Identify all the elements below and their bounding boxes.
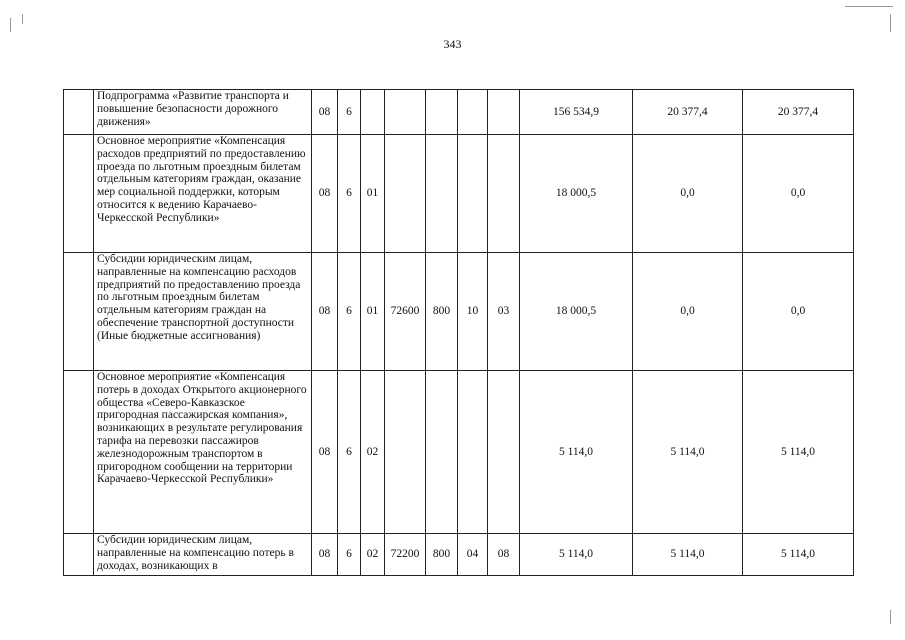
row-name: Основное мероприятие «Компенсация расходов предприятий по предоставлению проезда по льготным проездным билетам отдельным категориям граждан, оказание мер социальной поддержки, которым относится к ведению Карачаево-Черкесской Республики» (94, 135, 312, 253)
budget-table (63, 89, 854, 576)
code-cell (361, 90, 385, 135)
code-cell: 72200 (385, 534, 426, 576)
code-cell: 800 (426, 534, 458, 576)
code-cell: 08 (312, 90, 338, 135)
table-row (64, 371, 854, 534)
code-cell: 6 (338, 90, 361, 135)
code-cell (385, 90, 426, 135)
value-cell: 5 114,0 (633, 534, 743, 576)
code-cell: 08 (312, 534, 338, 576)
code-cell: 01 (361, 253, 385, 371)
code-cell: 08 (488, 534, 520, 576)
value-cell: 5 114,0 (743, 371, 854, 534)
value-cell: 0,0 (743, 135, 854, 253)
value-cell: 0,0 (633, 135, 743, 253)
value-cell: 156 534,9 (520, 90, 633, 135)
code-cell: 6 (338, 253, 361, 371)
row-marker-cell (64, 371, 94, 534)
table-row (64, 90, 854, 135)
scan-edge-mark (10, 18, 11, 32)
code-cell: 08 (312, 253, 338, 371)
row-marker-cell (64, 90, 94, 135)
table-row (64, 135, 854, 253)
code-cell: 6 (338, 135, 361, 253)
value-cell: 0,0 (743, 253, 854, 371)
value-cell: 5 114,0 (520, 371, 633, 534)
table-row (64, 534, 854, 576)
scan-edge-mark (890, 610, 891, 624)
code-cell (488, 90, 520, 135)
value-cell: 18 000,5 (520, 135, 633, 253)
value-cell: 20 377,4 (743, 90, 854, 135)
code-cell (458, 371, 488, 534)
code-cell (488, 371, 520, 534)
code-cell: 800 (426, 253, 458, 371)
code-cell (426, 90, 458, 135)
code-cell: 10 (458, 253, 488, 371)
code-cell (385, 135, 426, 253)
value-cell: 5 114,0 (743, 534, 854, 576)
code-cell (488, 135, 520, 253)
row-marker-cell (64, 534, 94, 576)
code-cell: 72600 (385, 253, 426, 371)
row-name: Основное мероприятие «Компенсация потерь в доходах Открытого акционерного общества «Северо-Кавказское пригородная пассажирская компания», возникающих в результате регулирования тарифа на перевозки пассажиров железнодорожным транспортом в пригородном сообщении на территории Карачаево-Черкесской Республики» (94, 371, 312, 534)
row-marker-cell (64, 135, 94, 253)
value-cell: 20 377,4 (633, 90, 743, 135)
value-cell: 0,0 (633, 253, 743, 371)
row-name: Субсидии юридическим лицам, направленные на компенсацию расходов предприятий по предоставлению проезда по льготным проездным билетам отдельным категориям граждан на обеспечение транспортной доступности (Иные бюджетные ассигнования) (94, 253, 312, 371)
code-cell: 08 (312, 371, 338, 534)
code-cell: 01 (361, 135, 385, 253)
row-name: Подпрограмма «Развитие транспорта и повышение безопасности дорожного движения» (94, 90, 312, 135)
code-cell (426, 371, 458, 534)
row-marker-cell (64, 253, 94, 371)
value-cell: 18 000,5 (520, 253, 633, 371)
code-cell: 08 (312, 135, 338, 253)
code-cell (458, 135, 488, 253)
page-number: 343 (443, 37, 462, 51)
code-cell: 03 (488, 253, 520, 371)
code-cell: 6 (338, 534, 361, 576)
table-row (64, 253, 854, 371)
scan-edge-mark (845, 6, 893, 7)
code-cell: 02 (361, 534, 385, 576)
value-cell: 5 114,0 (520, 534, 633, 576)
row-name: Субсидии юридическим лицам, направленные на компенсацию потерь в доходах, возникающих в (94, 534, 312, 576)
scan-edge-mark (890, 14, 891, 32)
code-cell: 6 (338, 371, 361, 534)
code-cell: 02 (361, 371, 385, 534)
code-cell: 04 (458, 534, 488, 576)
code-cell (458, 90, 488, 135)
scan-edge-mark (22, 14, 23, 24)
code-cell (426, 135, 458, 253)
code-cell (385, 371, 426, 534)
value-cell: 5 114,0 (633, 371, 743, 534)
